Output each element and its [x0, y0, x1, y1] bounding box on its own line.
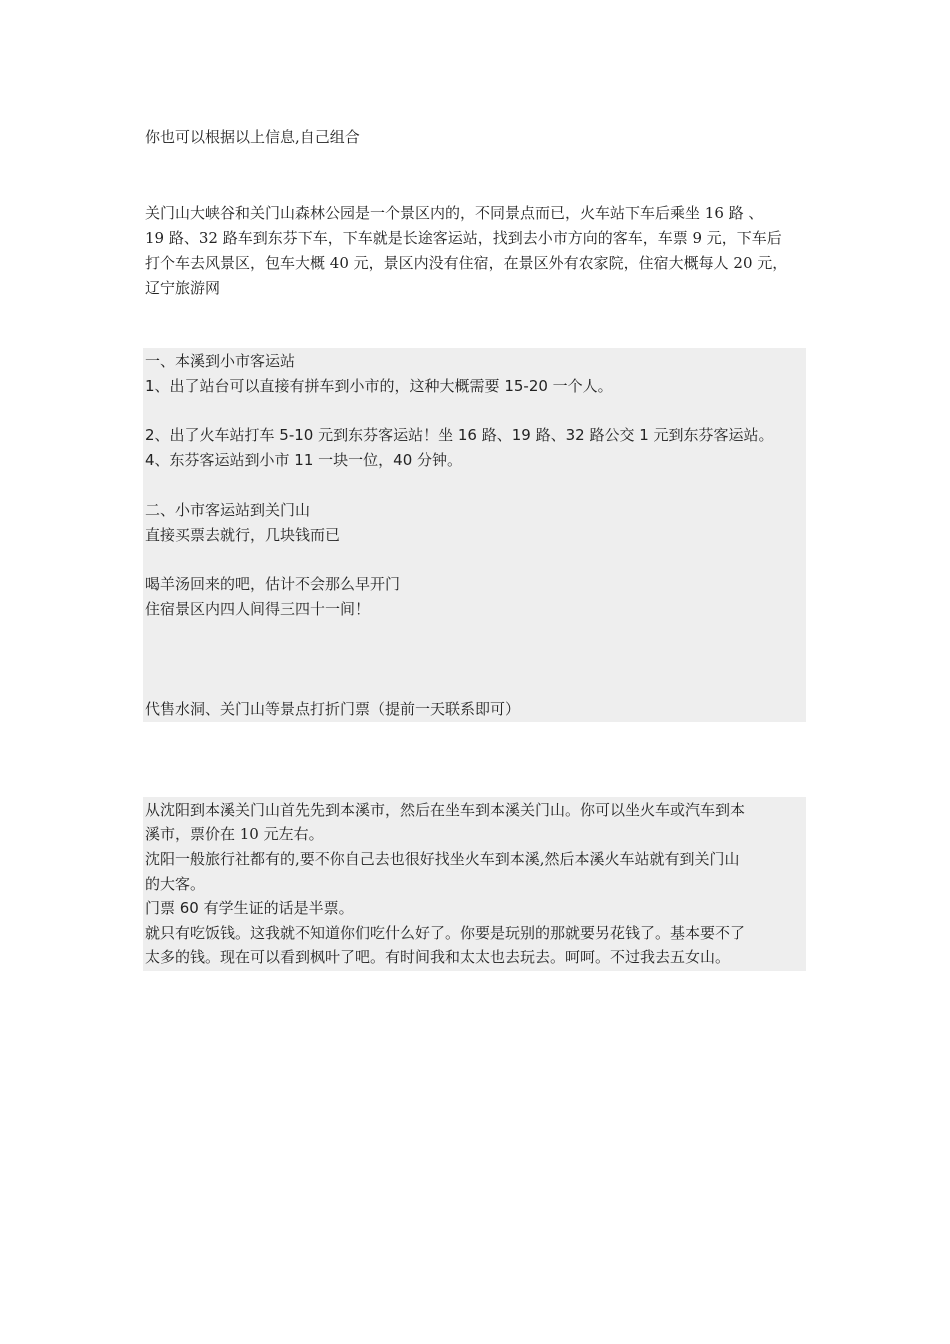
section-heading-1: 一、本溪到小市客运站: [145, 352, 296, 370]
para1-line-4: 辽宁旅游网: [145, 279, 221, 297]
para3-line-4: 的大客。: [145, 875, 206, 893]
para3-line-5: 门票 60 有学生证的话是半票。: [145, 899, 354, 917]
para3-line-6: 就只有吃饭钱。这我就不知道你们吃什么好了。你要是玩别的那就要另花钱了。基本要不了: [145, 924, 746, 942]
para3-line-3: 沈阳一般旅行社都有的,要不你自己去也很好找坐火车到本溪,然后本溪火车站就有到关门山: [145, 850, 740, 868]
discount-ticket-note: 代售水洞、关门山等景点打折门票（提前一天联系即可）: [145, 700, 521, 718]
route-item-1: 1、出了站台可以直接有拼车到小市的，这种大概需要 15-20 一个人。: [145, 377, 613, 395]
intro-text: 你也可以根据以上信息,自己组合: [145, 128, 360, 146]
para1-line-2: 19 路、32 路车到东芬下车，下车就是长途客运站，找到去小市方向的客车，车票 9 元，下车后: [145, 229, 782, 247]
para3-line-7: 太多的钱。现在可以看到枫叶了吧。有时间我和太太也去玩去。呵呵。不过我去五女山。: [145, 948, 731, 966]
route-item-4: 4、东芬客运站到小市 11 一块一位，40 分钟。: [145, 451, 463, 469]
route-item-2: 2、出了火车站打车 5-10 元到东芬客运站！坐 16 路、19 路、32 路公交 1 元到东芬客运站。: [145, 426, 774, 444]
lodging-note: 住宿景区内四人间得三四十一间！: [145, 600, 371, 618]
ticket-note: 直接买票去就行，几块钱而已: [145, 526, 341, 544]
soup-note: 喝羊汤回来的吧，估计不会那么早开门: [145, 575, 401, 593]
para1-line-3: 打个车去风景区，包车大概 40 元，景区内没有住宿，在景区外有农家院，住宿大概每人 20 元，: [145, 254, 788, 272]
para1-line-1: 关门山大峡谷和关门山森林公园是一个景区内的，不同景点而已，火车站下车后乘坐 16 路 、: [145, 204, 764, 222]
section-heading-2: 二、小市客运站到关门山: [145, 501, 311, 519]
para3-line-2: 溪市，票价在 10 元左右。: [145, 825, 324, 843]
para3-line-1: 从沈阳到本溪关门山首先先到本溪市，然后在坐车到本溪关门山。你可以坐火车或汽车到本: [145, 801, 746, 819]
